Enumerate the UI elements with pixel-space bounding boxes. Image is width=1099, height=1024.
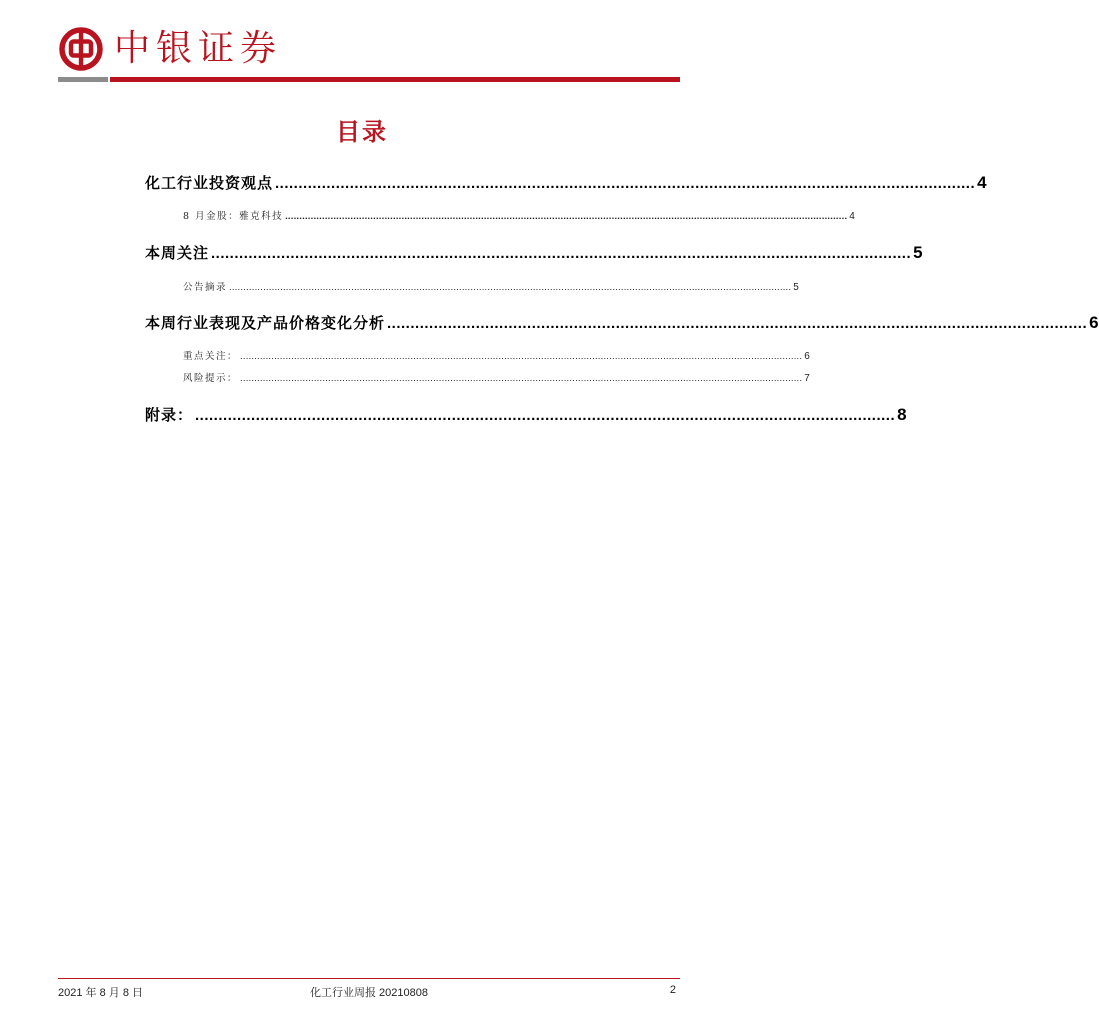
toc-entry[interactable] [183, 279, 799, 293]
toc-entry[interactable] [183, 370, 810, 384]
header-divider [58, 77, 680, 82]
toc-entry-label: 附录： [145, 406, 194, 424]
toc-entry-page: 4 [977, 173, 987, 192]
toc-entry[interactable] [145, 172, 987, 193]
toc-dot-leader: ...................................................................................................................................................... [275, 175, 976, 192]
bank-of-china-logo-icon [58, 26, 104, 72]
toc-dot-leader: ...................................................................................................................................................................................................... [240, 373, 803, 384]
toc-entry-label: 化工行业投资观点 [145, 174, 274, 192]
toc-entry-label: 本周行业表现及产品价格变化分析 [145, 314, 386, 332]
toc-entry-page: 7 [804, 373, 810, 384]
toc-entry[interactable] [145, 404, 907, 425]
footer-report-name: 化工行业周报 20210808 [310, 987, 428, 999]
toc-entry-label: 本周关注 [145, 244, 210, 262]
footer-divider [58, 978, 680, 979]
toc-entry-page: 6 [804, 351, 810, 362]
footer-date: 2021 年 8 月 8 日 [58, 987, 143, 999]
toc-entry-page: 6 [1089, 313, 1099, 332]
toc-dot-leader: ...................................................................................................................................................................................................... [229, 282, 792, 293]
toc-dot-leader: ...................................................................................................................................................................................................... [285, 211, 848, 222]
toc-entry-label: 公告摘录 [183, 282, 228, 293]
toc-entry-page: 4 [849, 211, 855, 222]
toc-entry[interactable] [183, 208, 855, 222]
page-footer [58, 984, 680, 1000]
toc-entry-label: 重点关注： [183, 351, 239, 362]
toc-title: 目录 [336, 117, 388, 146]
toc-entry-page: 5 [913, 243, 923, 262]
header-logo [58, 24, 282, 74]
brand-name: 中银证券 [114, 28, 283, 69]
toc-dot-leader: ...................................................................................................................................................... [387, 315, 1088, 332]
toc-entry[interactable] [145, 312, 1099, 333]
footer-page-number: 2 [669, 984, 676, 996]
toc-entry-page: 8 [897, 405, 907, 424]
header-divider-gray [58, 77, 108, 82]
toc-entry-page: 5 [793, 282, 799, 293]
toc-dot-leader: ...................................................................................................................................................... [211, 245, 912, 262]
toc-dot-leader: ...................................................................................................................................................................................................... [240, 351, 803, 362]
toc-entry[interactable] [183, 348, 810, 362]
toc-dot-leader: ...................................................................................................................................................... [195, 407, 896, 424]
toc-entry-label: 8 月金股：雅克科技 [183, 211, 284, 222]
header-divider-red [110, 77, 680, 82]
toc-entry-label: 风险提示： [183, 373, 239, 384]
toc-entry[interactable] [145, 242, 923, 263]
